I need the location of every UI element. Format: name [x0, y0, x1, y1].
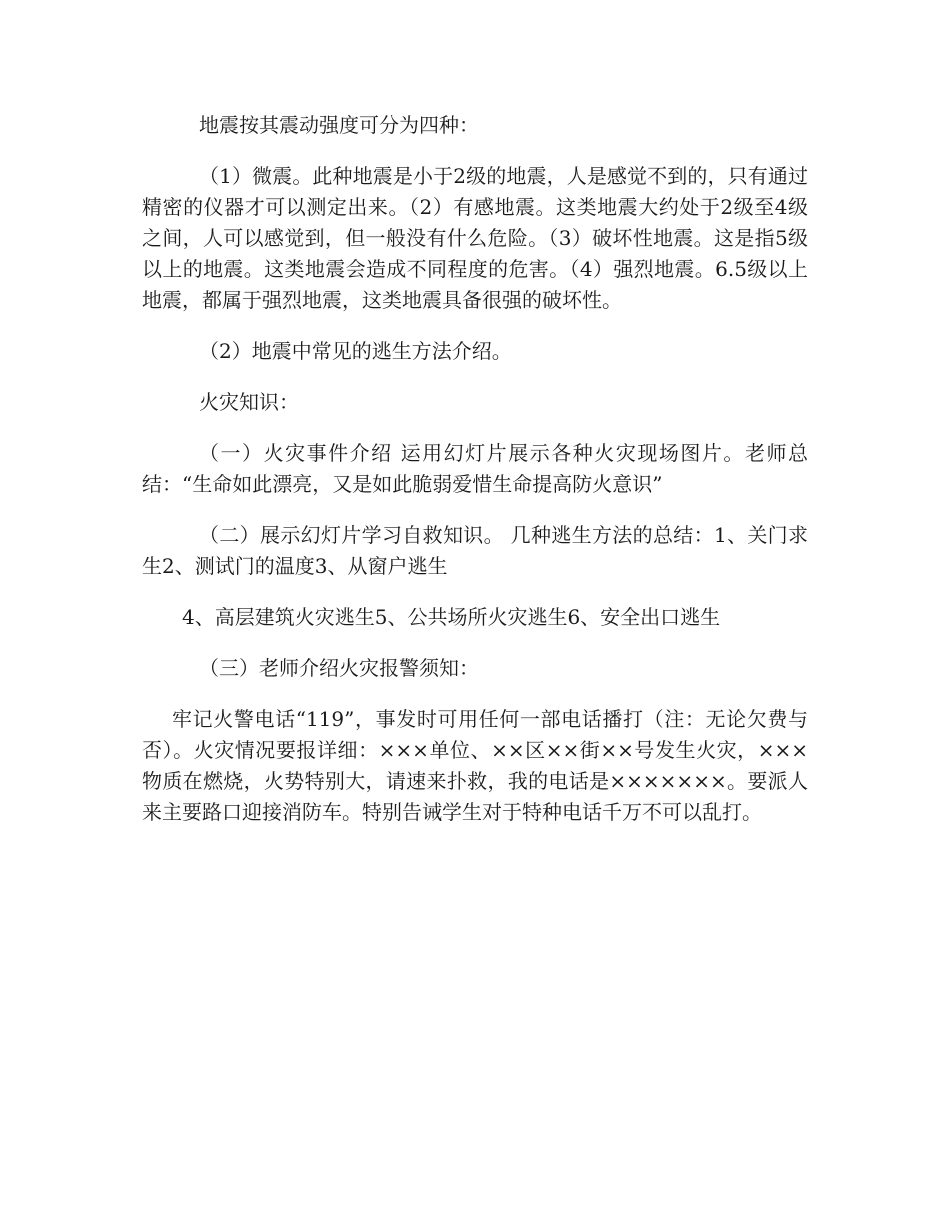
paragraph-fire-hotline: 牢记火警电话“119”，事发时可用任何一部电话播打（注：无论欠费与否）。火灾情况要报详细：×××单位、××区××街××号发生火灾，×××物质在燃烧，火势特别大，请速来扑救，我的电话是×××××××。要派人来主要路口迎接消防车。特别告诫学生对于特种电话千万不可以乱打。	[142, 707, 808, 824]
paragraph-escape-list: 4、高层建筑火灾逃生5、公共场所火灾逃生6、安全出口逃生	[182, 605, 721, 629]
paragraph-earthquake-intro: 地震按其震动强度可分为四种：	[199, 113, 479, 137]
paragraph-self-rescue: （二）展示幻灯片学习自救知识。 几种逃生方法的总结：1、关门求生2、测试门的温度3、从窗户逃生	[142, 523, 808, 578]
document-body	[142, 110, 808, 848]
paragraph-escape-methods: （2）地震中常见的逃生方法介绍。	[199, 339, 512, 363]
paragraph-earthquake-types: （1）微震。此种地震是小于2级的地震，人是感觉不到的，只有通过精密的仪器才可以测定出来。（2）有感地震。这类地震大约处于2级至4级之间，人可以感觉到，但一般没有什么危险。（3）破坏性地震。这是指5级以上的地震。这类地震会造成不同程度的危害。（4）强烈地震。6.5级以上地震，都属于强烈地震，这类地震具备很强的破坏性。	[142, 164, 808, 312]
paragraph-fire-events: （一）火灾事件介绍 运用幻灯片展示各种火灾现场图片。老师总结：“生命如此漂亮，又是如此脆弱爱惜生命提高防火意识”	[142, 441, 808, 496]
paragraph-fire-knowledge: 火灾知识：	[199, 390, 299, 414]
paragraph-alarm-notice: （三）老师介绍火灾报警须知：	[199, 656, 479, 680]
